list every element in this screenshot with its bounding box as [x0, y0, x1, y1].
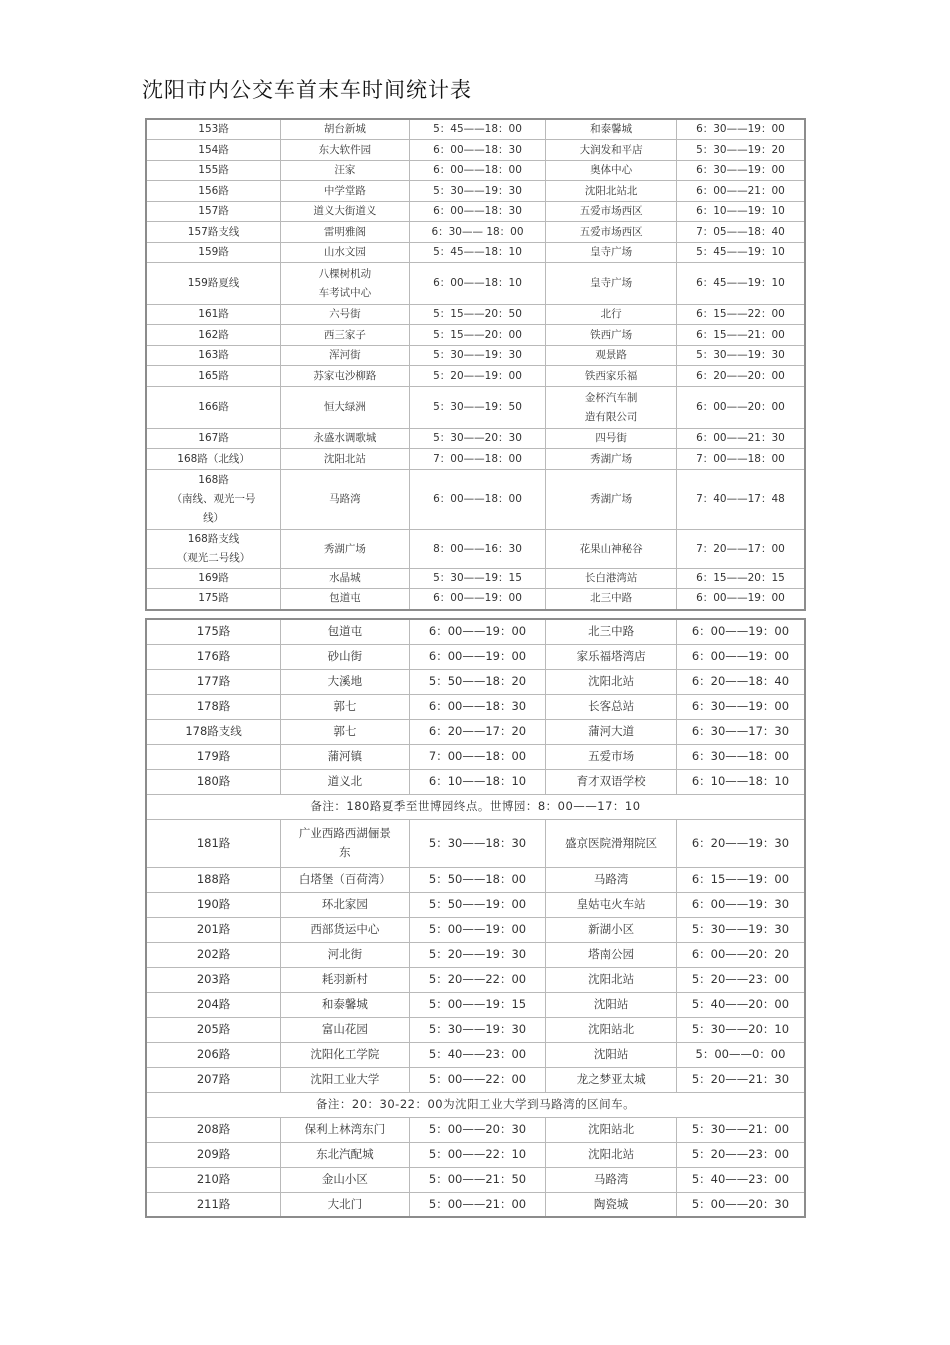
table-row	[146, 161, 805, 181]
first-terminal-cell: 恒大绿洲	[281, 387, 410, 429]
last-terminal-hours-cell: 6：00——19：00	[676, 644, 805, 669]
table-row	[146, 644, 805, 669]
last-terminal-hours-cell: 6：15——22：00	[676, 305, 805, 325]
first-terminal-hours-cell: 6：00——18：10	[409, 263, 546, 305]
last-terminal-hours-cell: 6：00——21：00	[676, 181, 805, 202]
last-terminal-cell: 五爱市场	[546, 744, 677, 769]
first-terminal-cell: 东北汽配城	[281, 1142, 410, 1167]
last-terminal-cell: 沈阳北站	[546, 1142, 677, 1167]
first-terminal-hours-cell: 5：30——19：30	[409, 181, 546, 202]
first-terminal-cell: 保利上林湾东门	[281, 1117, 410, 1142]
last-terminal-cell: 龙之梦亚太城	[546, 1067, 677, 1092]
table-row	[146, 1192, 805, 1217]
route-number-cell: 159路夏线	[146, 263, 281, 305]
table-row	[146, 1067, 805, 1092]
first-terminal-cell: 郭七	[281, 719, 410, 744]
last-terminal-cell: 育才双语学校	[546, 769, 677, 794]
first-terminal-cell: 砂山街	[281, 644, 410, 669]
first-terminal-cell: 包道屯	[281, 619, 410, 644]
table-row	[146, 892, 805, 917]
route-number-cell: 180路	[146, 769, 281, 794]
last-terminal-cell: 沈阳站	[546, 1042, 677, 1067]
last-terminal-cell: 塔南公园	[546, 942, 677, 967]
first-terminal-hours-cell: 5：50——18：00	[409, 867, 546, 892]
last-terminal-cell: 观景路	[546, 346, 677, 366]
first-terminal-hours-cell: 5：00——21：00	[409, 1192, 546, 1217]
table-row	[146, 263, 805, 305]
table-row	[146, 366, 805, 387]
first-terminal-hours-cell: 5：40——23：00	[409, 1042, 546, 1067]
last-terminal-hours-cell: 5：00——0：00	[676, 1042, 805, 1067]
table-row	[146, 694, 805, 719]
first-terminal-cell: 道义北	[281, 769, 410, 794]
last-terminal-cell: 沈阳站北	[546, 1117, 677, 1142]
first-terminal-cell: 蒲河镇	[281, 744, 410, 769]
last-terminal-cell: 沈阳站	[546, 992, 677, 1017]
table-row	[146, 470, 805, 530]
first-terminal-cell: 秀湖广场	[281, 530, 410, 569]
last-terminal-cell: 皇姑屯火车站	[546, 892, 677, 917]
last-terminal-hours-cell: 5：20——21：30	[676, 1067, 805, 1092]
last-terminal-hours-cell: 6：20——19：30	[676, 819, 805, 867]
route-number-cell: 157路支线	[146, 222, 281, 243]
route-number-cell: 168路（北线）	[146, 449, 281, 470]
last-terminal-hours-cell: 6：00——19：30	[676, 892, 805, 917]
table-row	[146, 1167, 805, 1192]
last-terminal-cell: 花果山神秘谷	[546, 530, 677, 569]
table-row	[146, 867, 805, 892]
table-row	[146, 140, 805, 161]
first-terminal-cell: 雷明雅阁	[281, 222, 410, 243]
route-number-cell: 181路	[146, 819, 281, 867]
first-terminal-hours-cell: 6：30—— 18：00	[409, 222, 546, 243]
table-row	[146, 819, 805, 867]
first-terminal-cell: 沈阳北站	[281, 449, 410, 470]
route-number-cell: 156路	[146, 181, 281, 202]
last-terminal-hours-cell: 6：15——20：15	[676, 569, 805, 589]
first-terminal-hours-cell: 5：30——19：30	[409, 1017, 546, 1042]
first-terminal-cell: 山水文园	[281, 243, 410, 263]
route-number-cell: 178路支线	[146, 719, 281, 744]
last-terminal-hours-cell: 5：30——21：00	[676, 1117, 805, 1142]
first-terminal-hours-cell: 7：00——18：00	[409, 744, 546, 769]
last-terminal-hours-cell: 6：30——19：00	[676, 161, 805, 181]
first-terminal-cell: 中学堂路	[281, 181, 410, 202]
first-terminal-hours-cell: 6：00——19：00	[409, 589, 546, 610]
last-terminal-hours-cell: 5：20——23：00	[676, 967, 805, 992]
route-number-cell: 175路	[146, 619, 281, 644]
last-terminal-cell: 新湖小区	[546, 917, 677, 942]
route-number-cell: 155路	[146, 161, 281, 181]
last-terminal-cell: 陶瓷城	[546, 1192, 677, 1217]
page-title: 沈阳市内公交车首末车时间统计表	[142, 78, 472, 102]
first-terminal-hours-cell: 6：00——19：00	[409, 619, 546, 644]
last-terminal-cell: 皇寺广场	[546, 243, 677, 263]
route-number-cell: 169路	[146, 569, 281, 589]
route-number-cell: 161路	[146, 305, 281, 325]
last-terminal-hours-cell: 5：20——23：00	[676, 1142, 805, 1167]
table-row	[146, 243, 805, 263]
first-terminal-cell: 永盛水调歌城	[281, 429, 410, 449]
first-terminal-cell: 沈阳工业大学	[281, 1067, 410, 1092]
last-terminal-cell: 盛京医院滑翔院区	[546, 819, 677, 867]
last-terminal-hours-cell: 6：00——21：30	[676, 429, 805, 449]
route-number-cell: 162路	[146, 325, 281, 346]
first-terminal-hours-cell: 7：00——18：00	[409, 449, 546, 470]
last-terminal-cell: 长白港湾站	[546, 569, 677, 589]
first-terminal-hours-cell: 5：45——18：00	[409, 119, 546, 140]
table-row	[146, 669, 805, 694]
table-row	[146, 530, 805, 569]
first-terminal-hours-cell: 6：20——17：20	[409, 719, 546, 744]
table-row	[146, 325, 805, 346]
first-terminal-cell: 西三家子	[281, 325, 410, 346]
route-number-cell: 168路 （南线、观光一号 线）	[146, 470, 281, 530]
table-row	[146, 346, 805, 366]
first-terminal-hours-cell: 5：00——19：00	[409, 917, 546, 942]
last-terminal-hours-cell: 5：45——19：10	[676, 243, 805, 263]
first-terminal-cell: 沈阳化工学院	[281, 1042, 410, 1067]
note-row	[146, 1092, 805, 1117]
table-row	[146, 589, 805, 610]
first-terminal-cell: 和泰馨城	[281, 992, 410, 1017]
last-terminal-hours-cell: 6：00——20：20	[676, 942, 805, 967]
route-number-cell: 204路	[146, 992, 281, 1017]
table-row	[146, 222, 805, 243]
last-terminal-cell: 四号街	[546, 429, 677, 449]
first-terminal-cell: 河北街	[281, 942, 410, 967]
last-terminal-hours-cell: 6：15——21：00	[676, 325, 805, 346]
first-terminal-cell: 白塔堡（百荷湾）	[281, 867, 410, 892]
first-terminal-cell: 苏家屯沙柳路	[281, 366, 410, 387]
first-terminal-hours-cell: 5：00——20：30	[409, 1117, 546, 1142]
table-row	[146, 744, 805, 769]
route-number-cell: 203路	[146, 967, 281, 992]
table-row	[146, 1117, 805, 1142]
last-terminal-cell: 五爱市场西区	[546, 202, 677, 222]
first-terminal-cell: 广业西路西湖俪景 东	[281, 819, 410, 867]
first-terminal-hours-cell: 5：50——19：00	[409, 892, 546, 917]
route-number-cell: 188路	[146, 867, 281, 892]
last-terminal-hours-cell: 6：30——17：30	[676, 719, 805, 744]
table-row	[146, 719, 805, 744]
note-cell: 备注：20：30-22：00为沈阳工业大学到马路湾的区间车。	[146, 1092, 805, 1117]
first-terminal-cell: 马路湾	[281, 470, 410, 530]
first-terminal-cell: 六号街	[281, 305, 410, 325]
last-terminal-hours-cell: 7：00——18：00	[676, 449, 805, 470]
first-terminal-hours-cell: 5：30——19：15	[409, 569, 546, 589]
first-terminal-hours-cell: 5：50——18：20	[409, 669, 546, 694]
table-row	[146, 619, 805, 644]
table-row	[146, 967, 805, 992]
last-terminal-cell: 大润发和平店	[546, 140, 677, 161]
route-number-cell: 210路	[146, 1167, 281, 1192]
first-terminal-hours-cell: 5：00——22：10	[409, 1142, 546, 1167]
last-terminal-hours-cell: 5：30——19：30	[676, 346, 805, 366]
route-number-cell: 168路支线 （观光二号线）	[146, 530, 281, 569]
first-terminal-hours-cell: 5：15——20：50	[409, 305, 546, 325]
first-terminal-hours-cell: 6：00——18：30	[409, 202, 546, 222]
last-terminal-cell: 秀湖广场	[546, 470, 677, 530]
first-terminal-hours-cell: 5：20——19：30	[409, 942, 546, 967]
last-terminal-hours-cell: 5：30——20：10	[676, 1017, 805, 1042]
last-terminal-hours-cell: 6：30——18：00	[676, 744, 805, 769]
last-terminal-cell: 北行	[546, 305, 677, 325]
first-terminal-cell: 汪家	[281, 161, 410, 181]
table-row	[146, 305, 805, 325]
first-terminal-cell: 富山花园	[281, 1017, 410, 1042]
first-terminal-hours-cell: 6：00——18：00	[409, 470, 546, 530]
first-terminal-hours-cell: 5：30——19：30	[409, 346, 546, 366]
first-terminal-hours-cell: 6：00——19：00	[409, 644, 546, 669]
first-terminal-cell: 环北家园	[281, 892, 410, 917]
first-terminal-hours-cell: 5：30——18：30	[409, 819, 546, 867]
route-number-cell: 190路	[146, 892, 281, 917]
first-terminal-cell: 水晶城	[281, 569, 410, 589]
table-row	[146, 917, 805, 942]
last-terminal-hours-cell: 6：15——19：00	[676, 867, 805, 892]
route-number-cell: 207路	[146, 1067, 281, 1092]
note-row	[146, 794, 805, 819]
first-terminal-cell: 大北门	[281, 1192, 410, 1217]
table-row	[146, 387, 805, 429]
first-terminal-hours-cell: 5：30——19：50	[409, 387, 546, 429]
last-terminal-hours-cell: 6：20——20：00	[676, 366, 805, 387]
schedule-table-2	[145, 618, 806, 1218]
last-terminal-hours-cell: 5：30——19：30	[676, 917, 805, 942]
last-terminal-cell: 五爱市场西区	[546, 222, 677, 243]
table-row	[146, 1017, 805, 1042]
first-terminal-cell: 郭七	[281, 694, 410, 719]
route-number-cell: 154路	[146, 140, 281, 161]
last-terminal-hours-cell: 7：40——17：48	[676, 470, 805, 530]
route-number-cell: 159路	[146, 243, 281, 263]
first-terminal-hours-cell: 5：15——20：00	[409, 325, 546, 346]
last-terminal-hours-cell: 6：00——20：00	[676, 387, 805, 429]
table-row	[146, 1142, 805, 1167]
last-terminal-hours-cell: 5：40——20：00	[676, 992, 805, 1017]
table-row	[146, 119, 805, 140]
last-terminal-cell: 沈阳站北	[546, 1017, 677, 1042]
route-number-cell: 206路	[146, 1042, 281, 1067]
last-terminal-hours-cell: 7：05——18：40	[676, 222, 805, 243]
route-number-cell: 163路	[146, 346, 281, 366]
first-terminal-hours-cell: 5：45——18：10	[409, 243, 546, 263]
first-terminal-cell: 东大软件园	[281, 140, 410, 161]
last-terminal-cell: 沈阳北站	[546, 669, 677, 694]
route-number-cell: 201路	[146, 917, 281, 942]
route-number-cell: 176路	[146, 644, 281, 669]
table-row	[146, 202, 805, 222]
last-terminal-hours-cell: 5：00——20：30	[676, 1192, 805, 1217]
route-number-cell: 211路	[146, 1192, 281, 1217]
route-number-cell: 209路	[146, 1142, 281, 1167]
last-terminal-cell: 家乐福塔湾店	[546, 644, 677, 669]
table-row	[146, 992, 805, 1017]
last-terminal-cell: 长客总站	[546, 694, 677, 719]
route-number-cell: 178路	[146, 694, 281, 719]
first-terminal-hours-cell: 6：00——18：00	[409, 161, 546, 181]
last-terminal-cell: 铁西广场	[546, 325, 677, 346]
last-terminal-cell: 沈阳北站	[546, 967, 677, 992]
first-terminal-cell: 包道屯	[281, 589, 410, 610]
first-terminal-hours-cell: 6：00——18：30	[409, 694, 546, 719]
schedule-table-1	[145, 118, 806, 611]
first-terminal-cell: 耗羽新村	[281, 967, 410, 992]
last-terminal-cell: 和泰馨城	[546, 119, 677, 140]
last-terminal-hours-cell: 6：00——19：00	[676, 619, 805, 644]
last-terminal-hours-cell: 6：00——19：00	[676, 589, 805, 610]
first-terminal-hours-cell: 8：00——16：30	[409, 530, 546, 569]
table-row	[146, 181, 805, 202]
route-number-cell: 167路	[146, 429, 281, 449]
route-number-cell: 157路	[146, 202, 281, 222]
table-row	[146, 942, 805, 967]
route-number-cell: 165路	[146, 366, 281, 387]
last-terminal-hours-cell: 6：30——19：00	[676, 119, 805, 140]
note-cell: 备注：180路夏季至世博园终点。世博园：8：00——17：10	[146, 794, 805, 819]
first-terminal-hours-cell: 5：00——21：50	[409, 1167, 546, 1192]
first-terminal-cell: 胡台新城	[281, 119, 410, 140]
route-number-cell: 177路	[146, 669, 281, 694]
route-number-cell: 166路	[146, 387, 281, 429]
last-terminal-cell: 北三中路	[546, 619, 677, 644]
route-number-cell: 208路	[146, 1117, 281, 1142]
first-terminal-hours-cell: 5：00——22：00	[409, 1067, 546, 1092]
last-terminal-hours-cell: 6：45——19：10	[676, 263, 805, 305]
table-row	[146, 429, 805, 449]
table-row	[146, 769, 805, 794]
route-number-cell: 202路	[146, 942, 281, 967]
first-terminal-cell: 大溪地	[281, 669, 410, 694]
last-terminal-cell: 北三中路	[546, 589, 677, 610]
last-terminal-hours-cell: 6：20——18：40	[676, 669, 805, 694]
last-terminal-cell: 马路湾	[546, 867, 677, 892]
route-number-cell: 205路	[146, 1017, 281, 1042]
last-terminal-hours-cell: 7：20——17：00	[676, 530, 805, 569]
route-number-cell: 153路	[146, 119, 281, 140]
first-terminal-cell: 金山小区	[281, 1167, 410, 1192]
first-terminal-hours-cell: 5：30——20：30	[409, 429, 546, 449]
first-terminal-cell: 道义大街道义	[281, 202, 410, 222]
last-terminal-hours-cell: 6：30——19：00	[676, 694, 805, 719]
table-row	[146, 1042, 805, 1067]
last-terminal-cell: 金杯汽车制 造有限公司	[546, 387, 677, 429]
last-terminal-cell: 沈阳北站北	[546, 181, 677, 202]
last-terminal-cell: 秀湖广场	[546, 449, 677, 470]
first-terminal-hours-cell: 5：20——22：00	[409, 967, 546, 992]
last-terminal-cell: 奥体中心	[546, 161, 677, 181]
first-terminal-hours-cell: 5：00——19：15	[409, 992, 546, 1017]
last-terminal-hours-cell: 6：10——18：10	[676, 769, 805, 794]
route-number-cell: 175路	[146, 589, 281, 610]
first-terminal-cell: 西部货运中心	[281, 917, 410, 942]
first-terminal-cell: 浑河街	[281, 346, 410, 366]
first-terminal-hours-cell: 6：10——18：10	[409, 769, 546, 794]
table-row	[146, 449, 805, 470]
last-terminal-cell: 铁西家乐福	[546, 366, 677, 387]
first-terminal-cell: 八棵树机动 车考试中心	[281, 263, 410, 305]
table-row	[146, 569, 805, 589]
last-terminal-hours-cell: 5：40——23：00	[676, 1167, 805, 1192]
last-terminal-cell: 马路湾	[546, 1167, 677, 1192]
first-terminal-hours-cell: 6：00——18：30	[409, 140, 546, 161]
first-terminal-hours-cell: 5：20——19：00	[409, 366, 546, 387]
last-terminal-cell: 皇寺广场	[546, 263, 677, 305]
route-number-cell: 179路	[146, 744, 281, 769]
last-terminal-hours-cell: 5：30——19：20	[676, 140, 805, 161]
last-terminal-hours-cell: 6：10——19：10	[676, 202, 805, 222]
last-terminal-cell: 蒲河大道	[546, 719, 677, 744]
